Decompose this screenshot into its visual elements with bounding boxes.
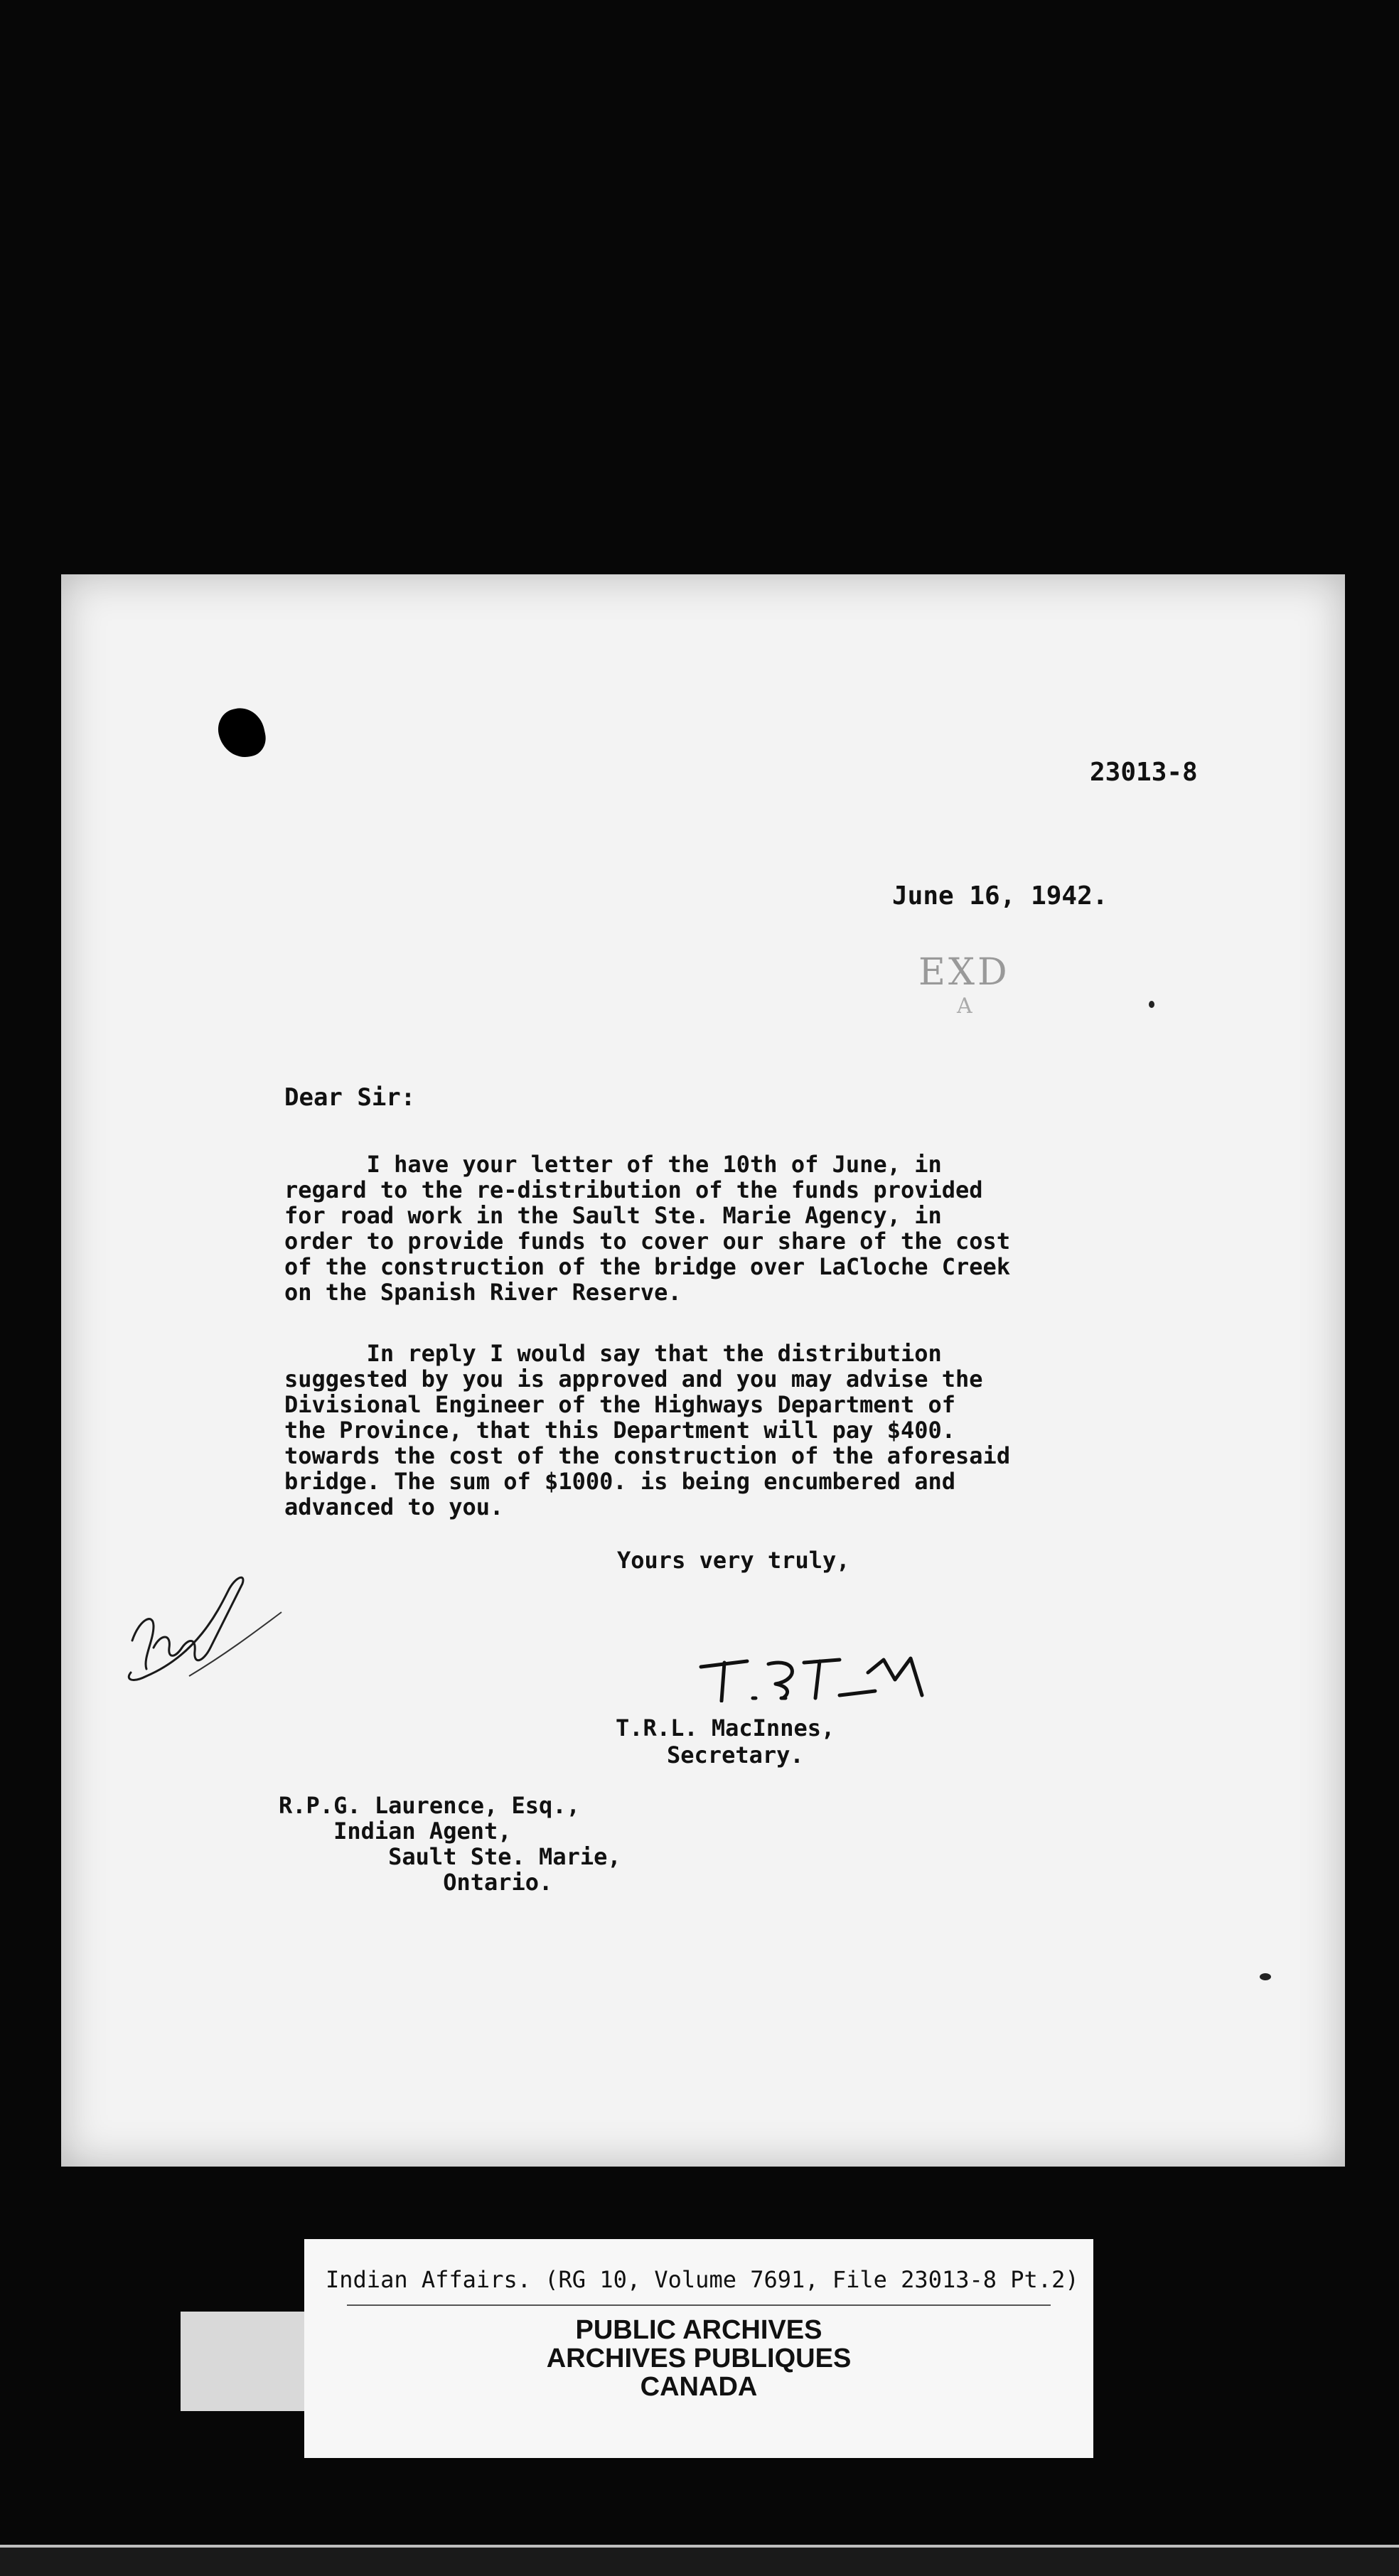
ink-speck (1260, 1973, 1271, 1980)
addressee-line: R.P.G. Laurence, Esq., (279, 1792, 580, 1819)
letter-date: June 16, 1942. (892, 881, 1108, 911)
paragraph-2: In reply I would say that the distribution suggested by you is approved and you may advise the Divisional Engineer of the Highways Department of the Province, that this Department will pay $400. towards the cost of the construction of the aforesaid bridge. The sum of $1000. is being encumbered and advanced to you. (284, 1340, 1011, 1520)
archive-line-1: PUBLIC ARCHIVES (575, 2315, 822, 2345)
signatory-title: Secretary. (667, 1742, 804, 1769)
addressee-line: Indian Agent, (279, 1818, 512, 1845)
signature-image (697, 1651, 932, 1702)
paragraph-1: I have your letter of the 10th of June, in regard to the re-distribution of the funds provided for road work in the Sault Ste. Marie Agency, in order to provide funds to cover our share of the cost of the construction of the bridge over LaCloche Creek on the Spanish River Reserve. (284, 1151, 1011, 1306)
label-divider (347, 2304, 1051, 2306)
letter-page (61, 574, 1345, 2167)
film-strip-edge (0, 2545, 1399, 2576)
archive-line-3: CANADA (640, 2372, 758, 2402)
archive-reference: Indian Affairs. (RG 10, Volume 7691, File 23013-8 Pt.2) (326, 2266, 1079, 2293)
ink-speck (1149, 1001, 1154, 1008)
addressee-block (279, 1793, 621, 1895)
archive-line-2: ARCHIVES PUBLIQUES (546, 2344, 852, 2373)
stamp-sub: A (957, 994, 972, 1019)
closing: Yours very truly, (617, 1547, 850, 1574)
addressee-line: Sault Ste. Marie, (279, 1843, 621, 1870)
stamp: EXD (918, 951, 1010, 994)
file-number: 23013-8 (1090, 758, 1198, 787)
addressee-line: Ontario. (279, 1869, 553, 1896)
salutation: Dear Sir: (284, 1083, 416, 1112)
archive-label (304, 2239, 1093, 2458)
signatory-name: T.R.L. MacInnes, (616, 1714, 835, 1742)
archive-stamp (304, 2316, 1093, 2401)
handwritten-initials (104, 1534, 289, 1719)
label-tab (181, 2312, 323, 2411)
punch-hole (214, 704, 269, 762)
